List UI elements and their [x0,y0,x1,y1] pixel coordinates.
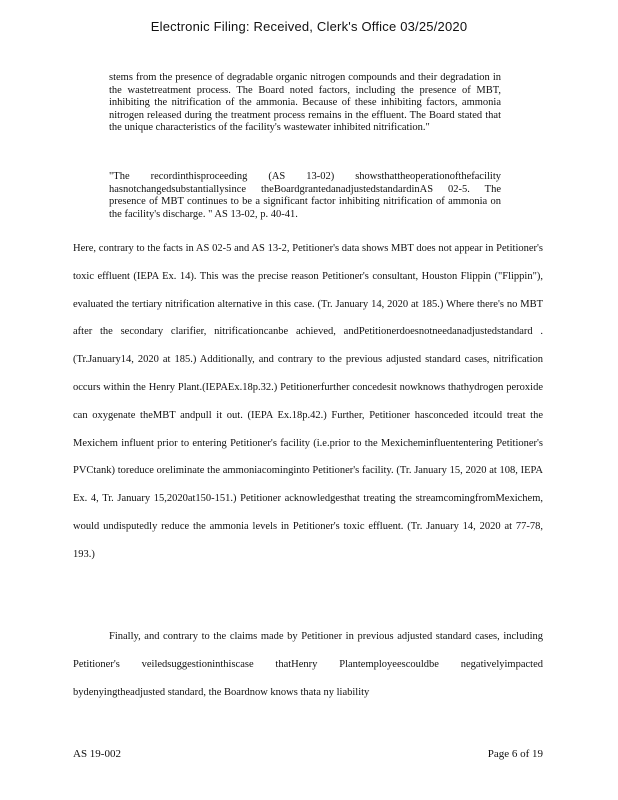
body-paragraph-1-text: Here, contrary to the facts in AS 02-5 and AS 13-2, Petitioner's data shows MBT does not appear in Petitioner's toxic effluent (IEPA Ex. 14). This was the precise reason Petitioner's consultant, Houston Flippin ("Flippin"), evaluated the tertiary nitrification alternative in this case. (Tr. January 14, 2020 at 185.) Where there's no MBT after the secondary clarifier, nitrificationcanbe achieved, andPetitionerdoesnotneedanadjustedstandard .(Tr.January14, 2020 at 185.) Additionally, and contrary to the previous adjusted standard cases, nitrification occurs within the Henry Plant.(IEPAEx.18p.32.) Petitionerfurther concedesit nowknows thathydrogen peroxide can oxygenate theMBT andpull it out. (IEPA Ex.18p.42.) Further, Petitioner hasconceded itcould treat the Mexichem influent prior to entering Petitioner's facility (i.e.prior to the Mexicheminfluententering Petitioner's PVCtank) toreduce oreliminate the ammoniacominginto Petitioner's facility. (Tr. January 15, 2020 at 108, IEPA Ex. 4, Tr. January 15,2020at150-151.) Petitioner acknowledgesthat treating the streamcomingfromMexichem, would undisputedly reduce the ammonia levels in Petitioner's toxic effluent. (Tr. January 14, 2020 at 77-78, 193.) [73,243,543,560]
quote-paragraph-2: "The recordinthisproceeding (AS 13-02) showsthattheoperationofthefacility hasnotchangedsubstantiallysince theBoardgrantedanadjustedstandardinAS 02-5. The presence of MBT continues to be a significant factor inhibiting nitrification of ammonia on the facility's discharge. " AS 13-02, p. 40-41. [109,171,501,220]
body-paragraph-2 [73,623,543,708]
body-paragraph-2-text: Finally, and contrary to the claims made by Petitioner in previous adjusted standard cases, including Petitioner's veiledsuggestioninthiscase thatHenry Plantemployeescouldbe negativelyimpacted bydenyingtheadjusted standard, the Boardnow knows thata ny liability [73,631,543,699]
block-quote-first-paragraph [109,72,501,135]
electronic-filing-header: Electronic Filing: Received, Clerk's Office 03/25/2020 [150,19,468,34]
page-number-footer: Page 6 of 19 [487,748,543,760]
body-paragraph-1 [73,235,543,569]
case-number-footer: AS 19-002 [73,748,121,760]
block-quote-second-paragraph [109,171,501,221]
quote-paragraph-1: stems from the presence of degradable organic nitrogen compounds and their degradation in the wastetreatment process. The Board noted factors, including the presence of MBT, inhibiting the nitrification of the ammonia. Because of these inhibiting factors, ammonia nitrogen released during the treatment process remains in the effluent. The Board stated that the unique characteristics of the facility's wastewater inhibited nitrification." [109,72,501,133]
